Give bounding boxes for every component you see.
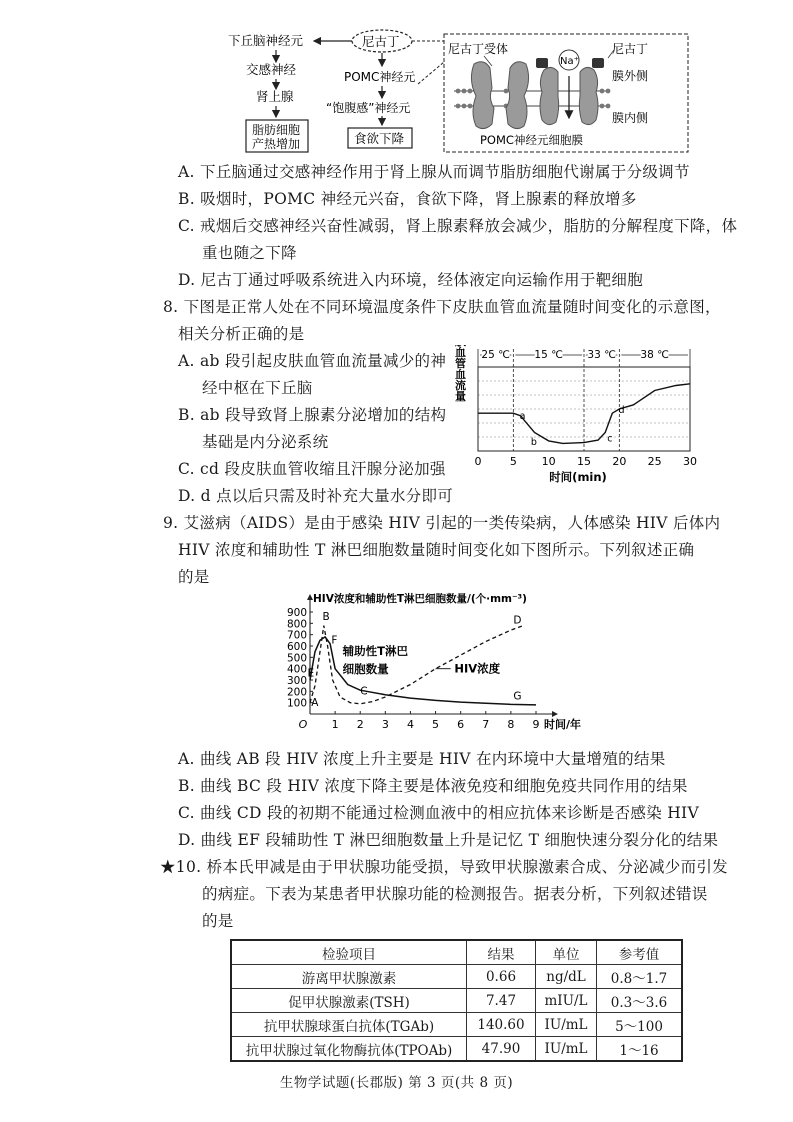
x-tick-label: 20 [612, 455, 627, 468]
q7-option-c-cont: 重也随之下降 [202, 244, 297, 262]
q9-stem-cont1: HIV 浓度和辅助性 T 淋巴细胞数量随时间变化如下图所示。下列叙述正确 [178, 541, 695, 559]
curve-point-B: B [322, 610, 330, 623]
cell-reference: 0.8～1.7 [597, 965, 683, 989]
adrenal-label: 肾上腺 [256, 89, 294, 104]
y-axis-label: 皮肤血管血流量 [453, 345, 467, 402]
q9-option-a: A. 曲线 AB 段 HIV 浓度上升主要是 HIV 在内环境中大量增殖的结果 [178, 750, 666, 768]
table-row [231, 1037, 682, 1062]
membrane-label: POMC神经元细胞膜 [480, 133, 583, 147]
curve-point-A: A [311, 697, 319, 710]
x-tick-label: 7 [482, 718, 490, 731]
outside-label: 膜外侧 [612, 69, 649, 83]
point-label-c: c [607, 433, 613, 445]
temp-label: 38 ℃ [640, 349, 669, 361]
cell-item: 抗甲状腺球蛋白抗体(TGAb) [231, 1013, 467, 1037]
q8-option-a: A. ab 段引起皮肤血管血流量减少的神 [178, 352, 447, 370]
appetite-label: 食欲下降 [354, 131, 405, 146]
q9-option-b: B. 曲线 BC 段 HIV 浓度下降主要是体液免疫和细胞免疫共同作用的结果 [178, 777, 688, 795]
cell-reference: 1～16 [597, 1037, 683, 1062]
point-label-a: a [519, 410, 526, 422]
q7-diagram [222, 26, 692, 154]
x-tick-label: 10 [541, 455, 556, 468]
sympathetic-label: 交感神经 [246, 62, 297, 77]
q8-option-d: D. d 点以后只需及时补充大量水分即可 [178, 487, 454, 505]
q8-option-b: B. ab 段导致肾上腺素分泌增加的结构 [178, 406, 447, 424]
y-tick-label: 500 [286, 652, 307, 665]
x-tick-label: 0 [474, 455, 482, 468]
x-tick-label: 5 [432, 718, 440, 731]
table-row [231, 989, 682, 1013]
y-tick-label: 600 [286, 641, 307, 653]
curve-point-D: D [513, 614, 522, 627]
point-label-b: b [530, 436, 537, 448]
curve-point-F: F [331, 634, 338, 647]
q10-stem-cont1: 的病症。下表为某患者甲状腺功能的检测报告。据表分析，下列叙述错误 [202, 885, 708, 903]
x-tick-label: 6 [457, 718, 465, 731]
cell-result: 7.47 [467, 989, 536, 1013]
q9-stem: 9. 艾滋病（AIDS）是由于感染 HIV 引起的一类传染病，人体感染 HIV 后体内 [163, 514, 721, 532]
q10-stem: ★10. 桥本氏甲减是由于甲状腺功能受损，导致甲状腺激素合成、分泌减少而引发 [160, 858, 728, 876]
q9-stem-cont2: 的是 [178, 568, 210, 586]
tcell-label-line2: 细胞数量 [342, 662, 389, 677]
x-tick-label: O [298, 718, 308, 731]
header-unit: 单位 [536, 940, 597, 965]
fat-line1: 脂肪细胞 [252, 123, 301, 137]
y-tick-label: 700 [286, 629, 307, 642]
x-axis-label: 时间(min) [549, 470, 607, 484]
cell-result: 47.90 [467, 1037, 536, 1062]
cell-item: 抗甲状腺过氧化物酶抗体(TPOAb) [231, 1037, 467, 1062]
q8-option-c: C. cd 段皮肤血管收缩且汗腺分泌加强 [178, 460, 446, 478]
cell-reference: 0.3～3.6 [597, 989, 683, 1013]
q8-option-a-cont: 经中枢在下丘脑 [202, 379, 313, 397]
x-axis-label: 时间/年 [544, 718, 582, 731]
header-item: 检验项目 [231, 940, 467, 965]
x-tick-label: 2 [356, 718, 364, 731]
q8-chart [452, 345, 702, 485]
curve-point-E: E [307, 667, 315, 680]
thyroid-report-table [230, 939, 683, 1062]
curve-point-G: G [513, 690, 522, 703]
x-tick-label: 8 [507, 718, 515, 731]
table-header-row [231, 940, 682, 965]
q7-option-b: B. 吸烟时，POMC 神经元兴奋，食欲下降，肾上腺素的释放增多 [178, 190, 637, 208]
cell-unit: ng/dL [536, 965, 597, 989]
table-row [231, 1013, 682, 1037]
x-tick-label: 9 [532, 718, 540, 731]
y-tick-label: 900 [286, 607, 307, 619]
x-tick-label: 1 [331, 718, 339, 731]
nicotine-label: 尼古丁 [362, 34, 400, 49]
q9-chart [278, 590, 598, 740]
fat-line2: 产热增加 [252, 137, 301, 151]
header-reference: 参考值 [597, 940, 683, 965]
cell-reference: 5～100 [597, 1013, 683, 1037]
tcell-label-line1: 辅助性T淋巴 [342, 644, 409, 659]
q9-option-c: C. 曲线 CD 段的初期不能通过检测血液中的相应抗体来诊断是否感染 HIV [178, 804, 699, 822]
q8-option-b-cont: 基础是内分泌系统 [202, 433, 329, 451]
x-tick-label: 15 [577, 455, 591, 468]
temp-label: 33 ℃ [587, 349, 616, 361]
y-tick-label: 200 [286, 686, 307, 699]
cell-unit: mIU/L [536, 989, 597, 1013]
x-axis-arrow [552, 711, 558, 717]
q7-option-d: D. 尼古丁通过呼吸系统进入内环境，经体液定向运输作用于靶细胞 [178, 271, 644, 289]
y-tick-label: 100 [286, 697, 307, 710]
q7-figure [222, 26, 692, 154]
cell-result: 0.66 [467, 965, 536, 989]
temp-label: 15 ℃ [534, 349, 563, 361]
page-footer: 生物学试题(长郡版) 第 3 页(共 8 页) [279, 1075, 514, 1091]
point-label-d: d [618, 405, 625, 416]
q8-stem: 8. 下图是正常人处在不同环境温度条件下皮肤血管血流量随时间变化的示意图， [163, 298, 721, 316]
cell-item: 游离甲状腺激素 [231, 965, 467, 989]
y-axis-label: HIV浓度和辅助性T淋巴细胞数量/(个·mm⁻³) [313, 593, 527, 605]
y-tick-label: 300 [286, 675, 307, 687]
x-tick-label: 3 [381, 718, 389, 731]
q8-stem-cont: 相关分析正确的是 [178, 325, 305, 343]
cell-item: 促甲状腺激素(TSH) [231, 989, 467, 1013]
satiety-label: “饱腹感”神经元 [326, 101, 411, 115]
x-tick-label: 30 [683, 455, 697, 468]
x-tick-label: 25 [647, 455, 662, 468]
receptor-label: 尼古丁受体 [448, 42, 509, 56]
curve-point-C: C [360, 685, 368, 698]
cell-unit: IU/mL [536, 1037, 597, 1062]
x-tick-label: 4 [406, 718, 414, 731]
hypothalamus-label: 下丘脑神经元 [228, 33, 304, 48]
cell-result: 140.60 [467, 1013, 536, 1037]
header-result: 结果 [467, 940, 536, 965]
pomc-label: POMC神经元 [344, 70, 416, 84]
table-row [231, 965, 682, 989]
y-tick-label: 400 [286, 663, 307, 676]
inside-label: 膜内侧 [612, 111, 649, 125]
q7-option-a: A. 下丘脑通过交感神经作用于肾上腺从而调节脂肪细胞代谢属于分级调节 [178, 163, 690, 181]
temp-label: 25 ℃ [481, 349, 510, 361]
y-tick-label: 800 [286, 618, 307, 631]
na-label: Na⁺ [560, 56, 579, 67]
nicotine2-label: 尼古丁 [612, 42, 649, 56]
q10-stem-cont2: 的是 [202, 912, 234, 930]
q9-option-d: D. 曲线 EF 段辅助性 T 淋巴细胞数量上升是记忆 T 细胞快速分裂分化的结果 [178, 831, 719, 849]
q7-option-c: C. 戒烟后交感神经兴奋性减弱，肾上腺素释放会减少，脂肪的分解程度下降，体 [178, 217, 738, 235]
x-tick-label: 5 [509, 455, 517, 468]
hiv-label: HIV浓度 [454, 661, 501, 676]
cell-unit: IU/mL [536, 1013, 597, 1037]
